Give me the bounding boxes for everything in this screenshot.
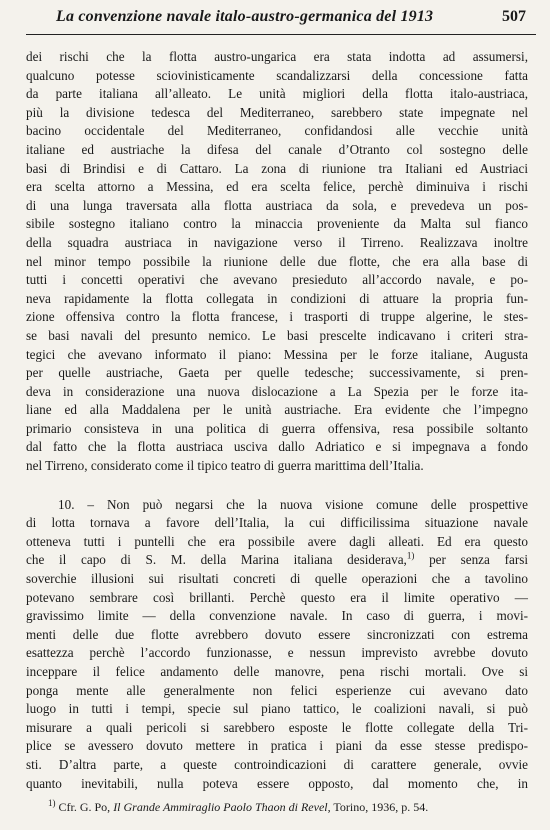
- text-line: neva rapidamente la flotta collegata in condizioni di attuare la propria fun-: [26, 290, 528, 306]
- text-line: deva in considerazione una nuova dislocazione a La Spezia per le forze ita-: [26, 383, 528, 399]
- text-line: dei rischi che la flotta austro-ungarica era stata indotta ad assumersi,: [26, 49, 528, 64]
- text-line: sibile sostegno italiano contro la minaccia proveniente da Malta sul fianco: [26, 216, 528, 232]
- text-line: per quelle austriache, Gaeta per quelle tedesche; successivamente, si pren-: [26, 365, 528, 381]
- text-line: italiane ed austriache la difesa del canale d’Otranto col sostegno delle: [26, 141, 528, 157]
- text-segment: che il capo di S. M. della Marina italiana desiderava,: [26, 552, 407, 568]
- header-rule: [26, 34, 536, 35]
- text-line: era scelta attorno a Messina, ed era scelta felice, perchè diminuiva i rischi: [26, 179, 528, 195]
- text-line: nel Tirreno, considerato come il tipico teatro di guerra marittima dell’Italia.: [26, 458, 424, 474]
- text-line: di una lunga traversata alla flotta austriaca da sola, e prevedeva un pos-: [26, 197, 528, 213]
- text-line: sti. D’altra parte, a queste controindicazioni di carattere generale, ovvie: [26, 756, 528, 772]
- footnote-text: Cfr. G. Po,: [58, 800, 111, 814]
- body-text: [26, 48, 528, 793]
- text-line: liane ed alla Maddalena per le unità austriache. Era evidente che l’impegno: [26, 402, 528, 418]
- footnote-publication: Torino, 1936, p. 54.: [333, 800, 429, 814]
- text-line: menti delle due flotte avrebbero dovuto essere sincronizzati con estrema: [26, 626, 528, 642]
- footnote-book-title: Il Grande Ammiraglio Paolo Thaon di Revel,: [113, 800, 331, 814]
- text-line: di lotta tornava a favore dell’Italia, la cui difficilissima situazione navale: [26, 515, 528, 531]
- text-line: luogo in tutti i tempi, specie sul piano tattico, le coalizioni navali, si può: [26, 701, 528, 717]
- text-line: primario consisteva in una politica di guerra offensiva, resa possibile soltanto: [26, 420, 528, 436]
- text-segment: per senza farsi: [429, 552, 529, 568]
- text-line: dal fatto che la flotta austriaca usciva dallo Adriatico e si impegnava a fondo: [26, 439, 528, 455]
- text-line: soverchie illusioni sui risultati concreti di quelle operazioni che a tavolino: [26, 571, 528, 587]
- running-title: La convenzione navale italo-austro-germanica del 1913: [56, 8, 434, 25]
- text-line: esattezza perchè l’accordo funzionasse, e nessun imprevisto avrebbe dovuto: [26, 645, 528, 661]
- page-number: 507: [502, 8, 526, 25]
- text-line: quanto inevitabili, nulla poteva essere opposto, dal momento che, in: [26, 775, 528, 791]
- paragraph-1: [26, 48, 528, 476]
- text-line: se basi navali del presunto nemico. Le basi prescelte indicavano i criteri stra-: [26, 327, 528, 343]
- text-line: inceppare il felice andamento delle manovre, pena rischi mortali. Ove si: [26, 664, 528, 679]
- text-line: bacino occidentale del Mediterraneo, confidandosi alle vecchie unità: [26, 123, 528, 139]
- footnote-reference: 1): [406, 551, 415, 562]
- footnote-marker: 1): [48, 798, 56, 808]
- footnote: [48, 800, 518, 815]
- text-line: ponga mente alle generalmente non felici esperienze cui avevano dato: [26, 682, 528, 698]
- text-line: 10. – Non può negarsi che la nuova visione comune delle prospettive: [58, 496, 528, 512]
- text-line-with-note: [26, 551, 528, 570]
- text-line: qualcuno potesse sciovinisticamente scandalizzarsi della concessione fatta: [26, 67, 528, 83]
- text-line: da parte italiana all’alleato. Le unità migliori della flotta italo-austriaca,: [26, 86, 528, 102]
- text-line: della squadra austriaca in navigazione verso il Tirreno. Realizzava inoltre: [26, 234, 528, 250]
- text-line: gravissimo limite — della convenzione navale. In caso di guerra, i movi-: [26, 608, 528, 624]
- text-line: potevano sembrare così brillanti. Perchè questo era il limite operativo —: [26, 589, 528, 605]
- text-line: misurare a quali pericoli si sarebbero esposte le flotte collegate della Tri-: [26, 719, 528, 735]
- text-line: tutti i concetti operativi che avevano presieduto all’accordo navale, e po-: [26, 272, 528, 288]
- text-line: più la divisione tedesca del Mediterraneo, sarebbero state impegnate nel: [26, 104, 528, 120]
- text-line: plice se avessero dovuto mettere in pratica i piani da esse stesse predispo-: [26, 738, 528, 754]
- text-line: tegici che avevano informato il piano: Messina per le forze italiane, Augusta: [26, 346, 528, 362]
- paragraph-2: [26, 496, 528, 794]
- text-line: otteneva tutti i puntelli che era possibile avere dagli alleati. Ed era questo: [26, 533, 528, 549]
- text-line: basi di Brindisi e di Cattaro. La zona di riunione tra Italiani ed Austriaci: [26, 160, 528, 176]
- text-line: zione offensiva contro la flotta francese, i trasporti di truppe algerine, le stes-: [26, 309, 528, 325]
- text-line: nel minor tempo possibile la riunione delle due flotte, che era alla base di: [26, 253, 528, 269]
- running-header: [26, 6, 536, 30]
